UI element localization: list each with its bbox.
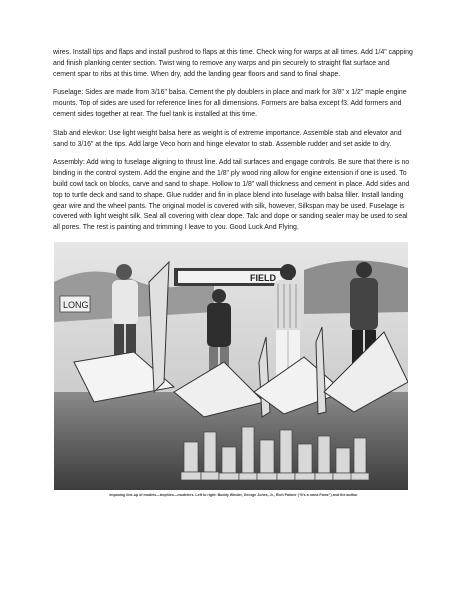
paragraph-wing: wires. Install tips and flaps and install pushrod to flaps at this time. Check wing for warps at all times. Add 1/4" capping and finish planking center section. Twist wing to remove any warps and pin securely to straight flat surface and cement spar to ribs at this time. When dry, add the landing gear floors and sand to final shape. [53,49,413,78]
svg-text:LONG: LONG [63,299,89,310]
modelers-photo [54,242,408,490]
paragraph-fuselage: Fuselage: Sides are made from 3/16" balsa. Cement the ply doublers in place and mark for 3/8" x 1/2" maple engine mounts. Top of sides are used for reference lines for all dimensions. Formers are balsa except f3. Add formers and cement sides together at rear. The fuel tank is installed at this time. [53,89,407,118]
paragraph-stab-elevator: Stab and elevkor: Use light weight balsa here as weight is of extreme importance. Assemble stab and elevator and sand to 3/16" at the tips. Add large Veco horn and hinge elevator to stab. Assemble rudder and set aside to dry. [53,129,402,148]
photo-caption: Imposing line-up of models—trophies—modelers. Left to right: Buddy Winder, George Jones, Jr., Rich Palmer ("It's a roma Fame") and the author [109,492,358,497]
paragraph-assembly: Assembly: Add wing to fuselage aligning to thrust line. Add tail surfaces and engage controls. Be sure that there is no binding in the control system. Add the engine and the 1/8" ply wood ring allow for engine extension if one is used. To build cowl tack on blocks, carve and sand to shape. Hollow to 1/8" wall thickness and cement in place. Add sides and top to turtle deck and sand to shape. Glue rudder and fin in place blend into fuselage with balsa filler. Install landing gear wire and the wheel pants. The original model is covered with silk, however, Silkspan may be used. Fuselage is covered with light weight silk. Seal all covering with clear dope. Talc and dope or sanding sealer may be used to seal all pores. The rest is painting and trimming I leave to you. Good Luck And Flying. [53,159,410,232]
field-banner [174,268,292,286]
long-sign [60,296,90,312]
svg-text:FIELD: FIELD [250,272,276,283]
